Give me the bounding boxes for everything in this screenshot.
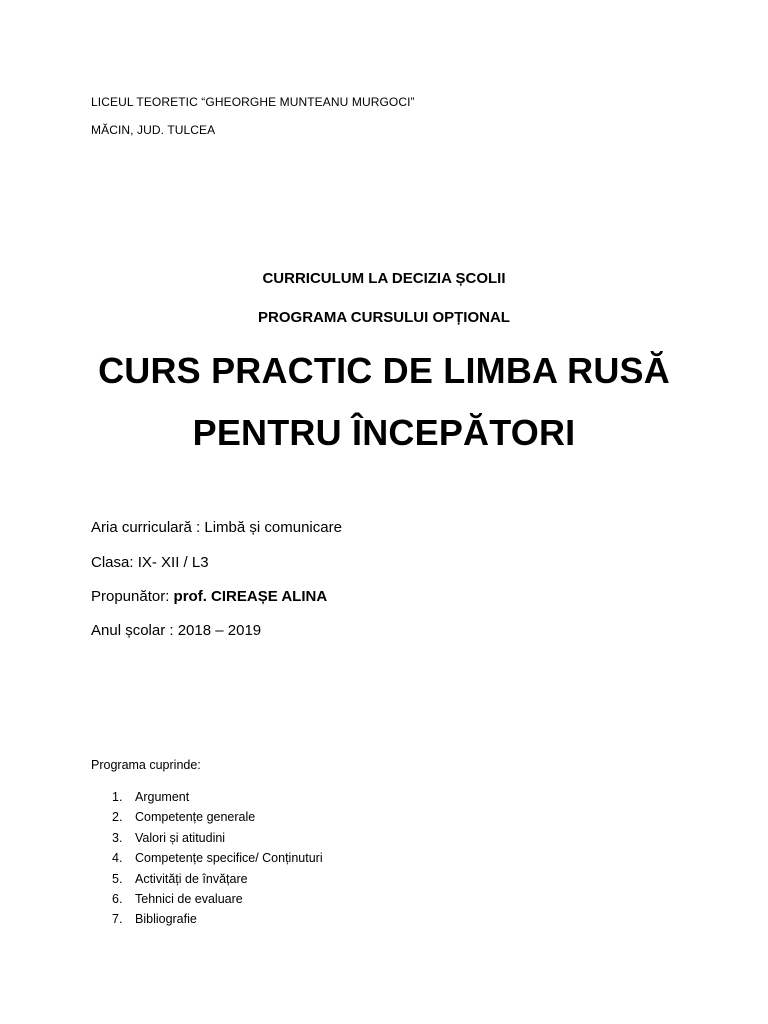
list-item-text: Bibliografie [135,912,197,927]
course-title-line-2: PENTRU ÎNCEPĂTORI [192,412,576,453]
school-year-info [91,622,261,639]
list-item [112,807,323,827]
curricular-area-label: Aria curriculară : [91,519,201,536]
curriculum-heading: CURRICULUM LA DECIZIA ȘCOLII [262,270,506,287]
school-location: MĂCIN, JUD. TULCEA [91,123,216,137]
contents-list [112,787,323,930]
list-item-text: Activități de învățare [135,871,248,886]
list-item-number: 5. [112,871,123,886]
list-item-number: 2. [112,810,123,825]
school-name: LICEUL TEORETIC “GHEORGHE MUNTEANU MURGOCI” [91,95,415,109]
course-title-line-1: CURS PRACTIC DE LIMBA RUSĂ [98,350,670,391]
school-year-label: Anul școlar : [91,622,174,639]
author-info [91,588,327,605]
author-label: Propunător: [91,588,170,605]
list-item-number: 6. [112,891,123,906]
school-year-value: 2018 – 2019 [173,622,262,639]
program-heading: PROGRAMA CURSULUI OPȚIONAL [258,309,510,326]
list-item-number: 1. [112,790,123,804]
list-item-number: 7. [112,912,123,927]
curricular-area-value: Limbă și comunicare [200,519,342,536]
author-value: prof. CIREAȘE ALINA [169,588,328,605]
list-item-number: 3. [112,830,123,845]
list-item [112,869,323,889]
list-item-text: Competențe specifice/ Conținuturi [135,851,323,866]
contents-label: Programa cuprinde: [91,758,201,772]
curricular-area [91,519,342,536]
list-item-text: Argument [135,790,190,804]
class-info [91,554,209,571]
class-label: Clasa: [91,554,134,571]
list-item-text: Valori și atitudini [135,830,226,845]
list-item-number: 4. [112,851,123,866]
list-item-text: Tehnici de evaluare [135,891,243,906]
list-item [112,909,323,929]
list-item [112,889,323,909]
class-value: IX- XII / L3 [133,554,209,571]
list-item-text: Competențe generale [135,810,256,825]
list-item [112,787,323,807]
list-item [112,828,323,848]
list-item [112,848,323,868]
